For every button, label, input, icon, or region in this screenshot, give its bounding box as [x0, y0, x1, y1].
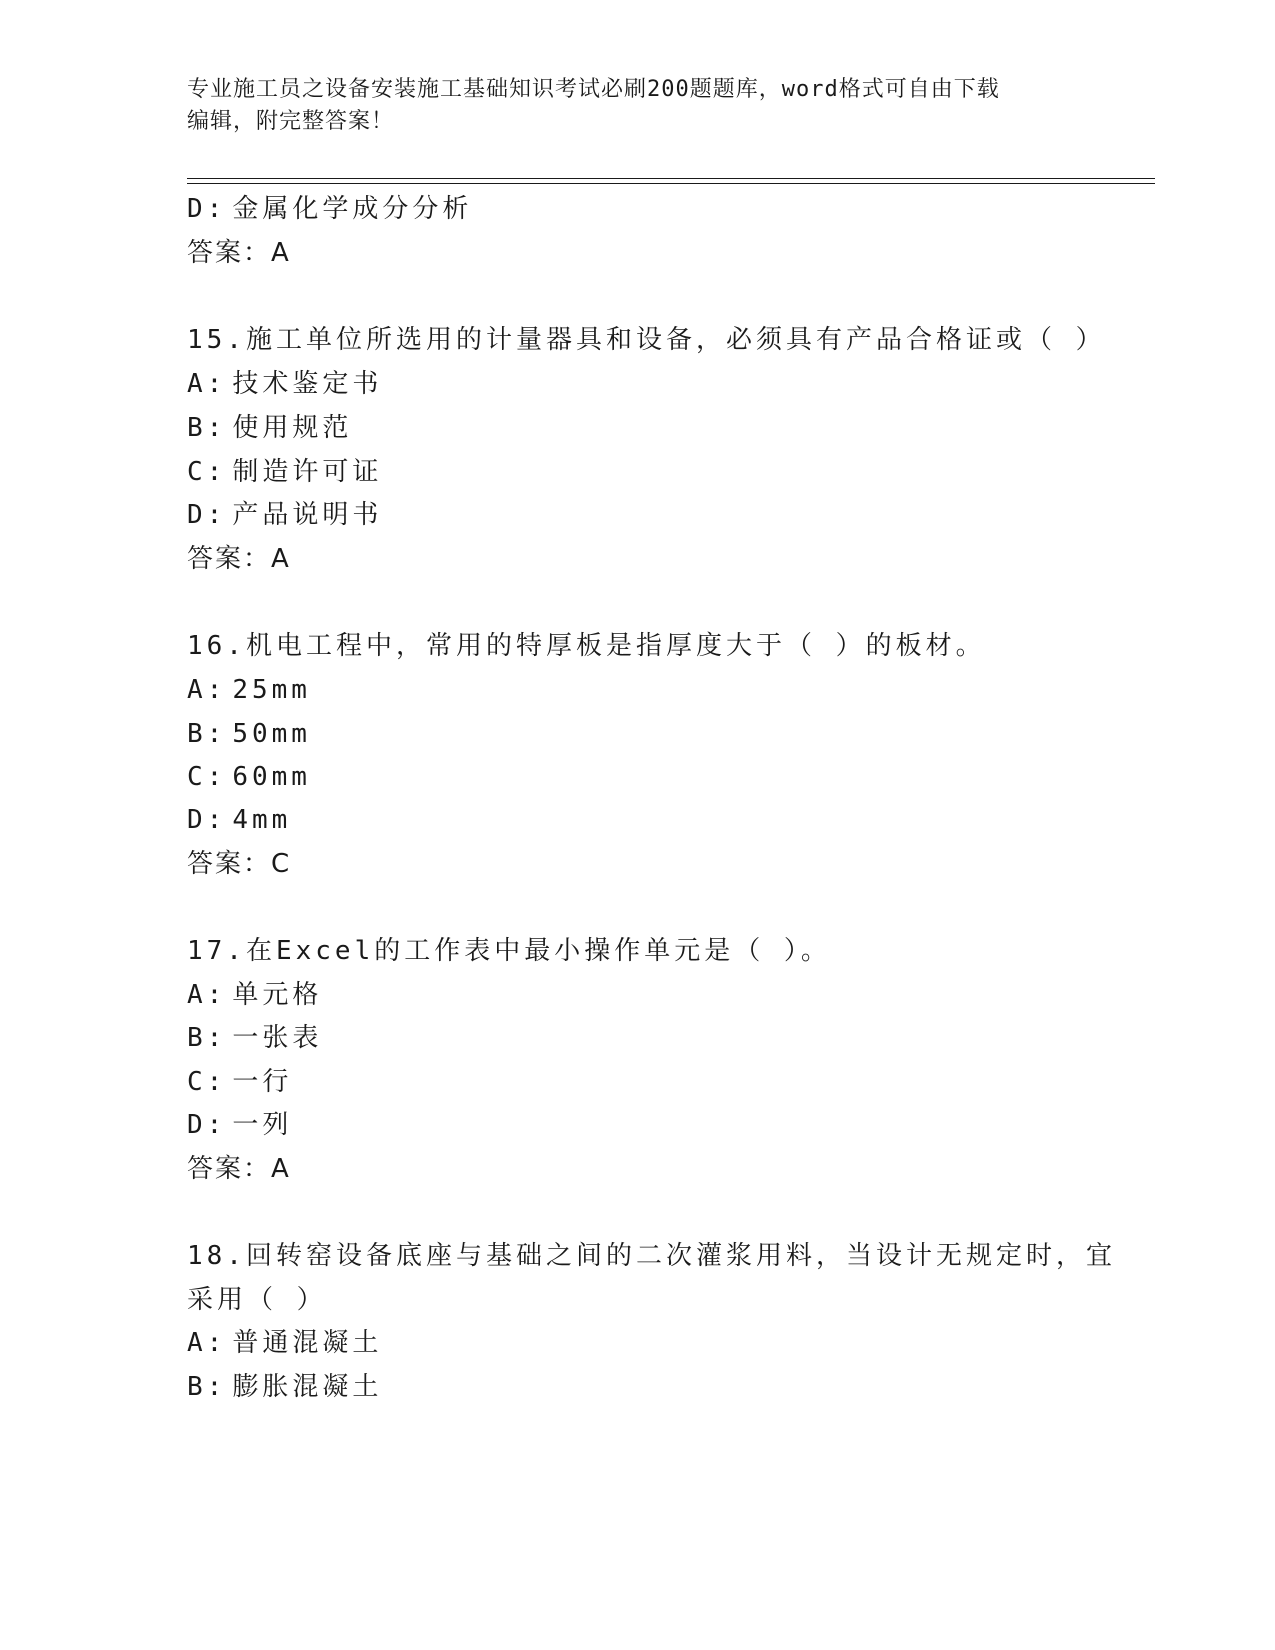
question-15-option-d: D: 产品说明书	[187, 500, 383, 530]
question-16-option-a: A: 25mm	[187, 675, 311, 705]
question-18-option-b: B: 膨胀混凝土	[187, 1372, 383, 1402]
header-title-line1: 专业施工员之设备安装施工基础知识考试必刷200题题库，word格式可自由下载	[187, 77, 1000, 102]
header-divider-bottom	[187, 183, 1155, 184]
question-18-stem-line1: 18.回转窑设备底座与基础之间的二次灌浆用料，当设计无规定时，宜	[187, 1241, 1116, 1271]
question-16-option-d: D: 4mm	[187, 805, 292, 835]
question-14-answer: 答案：A	[187, 238, 291, 268]
question-17-option-d: D: 一列	[187, 1110, 293, 1140]
question-16-answer: 答案：C	[187, 849, 292, 879]
question-17-option-c: C: 一行	[187, 1067, 293, 1097]
question-15-option-c: C: 制造许可证	[187, 457, 383, 487]
question-16-option-b: B: 50mm	[187, 719, 311, 749]
question-17-stem: 17.在Excel的工作表中最小操作单元是（ ）。	[187, 936, 831, 966]
document-header	[187, 74, 1067, 138]
header-divider-top	[187, 178, 1155, 179]
question-18-stem-line2: 采用（ ）	[187, 1285, 327, 1315]
question-14-option-d: D: 金属化学成分分析	[187, 194, 473, 224]
question-16-option-c: C: 60mm	[187, 762, 311, 792]
question-17-option-a: A: 单元格	[187, 980, 323, 1010]
question-15-answer: 答案：A	[187, 544, 291, 574]
question-15-option-b: B: 使用规范	[187, 413, 353, 443]
header-title-line2: 编辑，附完整答案！	[187, 109, 395, 134]
question-17-answer: 答案：A	[187, 1154, 291, 1184]
question-15-option-a: A: 技术鉴定书	[187, 369, 383, 399]
question-16-stem: 16.机电工程中，常用的特厚板是指厚度大于（ ）的板材。	[187, 631, 986, 661]
question-17-option-b: B: 一张表	[187, 1023, 323, 1053]
question-18-option-a: A: 普通混凝土	[187, 1328, 383, 1358]
question-15-stem: 15.施工单位所选用的计量器具和设备，必须具有产品合格证或（ ）	[187, 325, 1106, 355]
